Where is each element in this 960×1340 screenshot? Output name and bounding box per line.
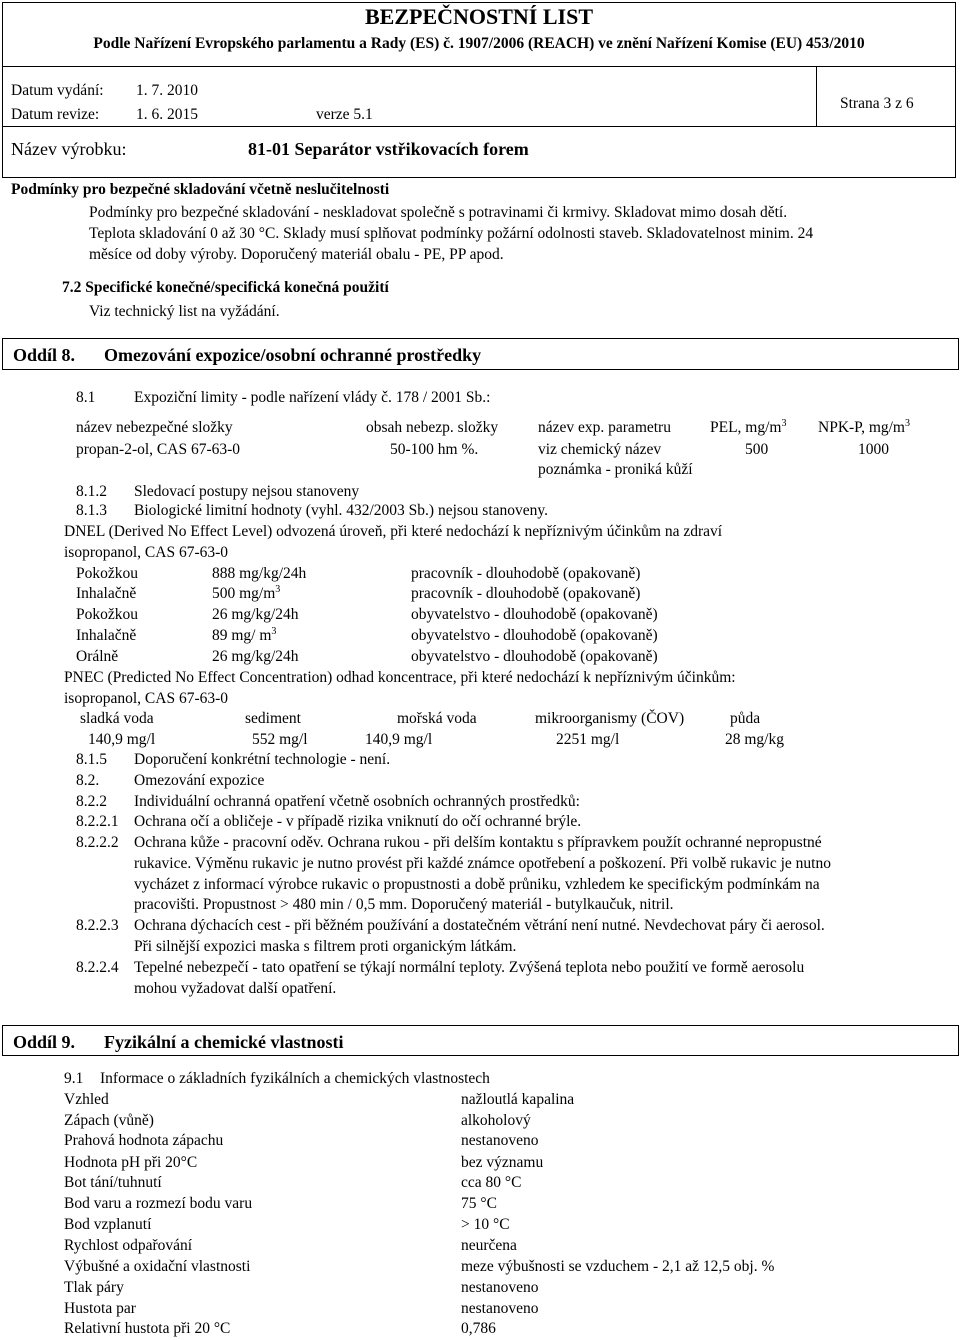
limits-header-npk: NPK-P, $mg/m^3$	[818, 418, 910, 436]
subsection-number: 8.1	[76, 389, 96, 406]
dnel-route: Inhalačně	[76, 585, 137, 602]
storage-line: měsíce od doby výroby. Doporučený materiál obalu - PE, PP apod.	[89, 246, 504, 263]
property-value: nestanoveno	[461, 1300, 539, 1317]
storage-line: Podmínky pro bezpečné skladování - neskladovat společně s potravinami či krmivy. Skladovat mimo dosah dětí.	[89, 204, 788, 221]
item-text: Omezování expozice	[134, 772, 265, 789]
property-name: Bod vzplanutí	[64, 1216, 152, 1233]
product-name: 81-01 Separátor vstřikovacích forem	[248, 139, 529, 159]
exposure-limits-heading: Expoziční limity - podle nařízení vlády č. 178 / 2001 Sb.:	[134, 389, 491, 406]
document-title: BEZPEČNOSTNÍ LIST	[364, 4, 594, 29]
property-value: neurčena	[461, 1237, 517, 1254]
property-value: nestanoveno	[461, 1279, 539, 1296]
dnel-target: obyvatelstvo - dlouhodobě (opakovaně)	[411, 627, 658, 644]
property-name: Rychlost odpařování	[64, 1237, 193, 1254]
limits-cell: 50-100 hm %.	[390, 441, 479, 458]
dnel-value: 888 mg/kg/24h	[212, 565, 307, 582]
pnec-header: půda	[730, 710, 761, 727]
item-number: 8.1.5	[76, 751, 107, 768]
property-name: Bod varu a rozmezí bodu varu	[64, 1195, 253, 1212]
header-divider	[2, 66, 956, 67]
item-number: 8.2.2.1	[76, 813, 119, 830]
property-name: Výbušné a oxidační vlastnosti	[64, 1258, 251, 1275]
pnec-value: 140,9 mg/l	[88, 731, 156, 748]
subsection-number: 9.1	[64, 1070, 84, 1087]
dnel-substance: isopropanol, CAS 67-63-0	[64, 544, 229, 561]
storage-heading: Podmínky pro bezpečné skladování včetně neslučitelnosti	[11, 181, 390, 198]
page-divider	[816, 66, 817, 126]
property-name: Relativní hustota při 20 °C	[64, 1320, 231, 1337]
dnel-route: Pokožkou	[76, 565, 138, 582]
pnec-value: 28 mg/kg	[725, 731, 784, 748]
limits-cell: viz chemický název	[538, 441, 662, 458]
item-text: Individuální ochranná opatření včetně osobních ochranných prostředků:	[134, 793, 580, 810]
issue-date: 1. 7. 2010	[136, 82, 198, 99]
property-value: 75 °C	[461, 1195, 497, 1212]
property-value: meze výbušnosti se vzduchem - 2,1 až 12,5 obj. %	[461, 1258, 775, 1275]
limits-note: poznámka - proniká kůží	[538, 461, 693, 478]
item-text: Doporučení konkrétní technologie - není.	[134, 751, 391, 768]
property-value: nažloutlá kapalina	[461, 1091, 575, 1108]
pnec-substance: isopropanol, CAS 67-63-0	[64, 690, 229, 707]
property-value: bez významu	[461, 1154, 544, 1171]
product-label: Název výrobku:	[11, 139, 127, 159]
dnel-route: Pokožkou	[76, 606, 138, 623]
subsection-number: 8.1.2	[76, 483, 107, 500]
limits-header: název exp. parametru	[538, 419, 671, 436]
item-text: Ochrana očí a obličeje - v případě rizika vniknutí do očí ochranné brýle.	[134, 813, 582, 830]
storage-line: Teplota skladování 0 až 30 °C. Sklady musí splňovat podmínky požární odolnosti staveb. Skladovatelnost minim. 24	[89, 225, 814, 242]
property-value: 0,786	[461, 1320, 496, 1337]
pnec-header: sladká voda	[80, 710, 154, 727]
specific-use-text: Viz technický list na vyžádání.	[89, 303, 280, 320]
item-number: 8.2.2	[76, 793, 107, 810]
section9-title: Fyzikální a chemické vlastnosti	[104, 1032, 344, 1052]
section9-number: Oddíl 9.	[13, 1032, 76, 1052]
dnel-value: 26 mg/kg/24h	[212, 606, 299, 623]
regulation-subtitle: Podle Nařízení Evropského parlamentu a Rady (ES) č. 1907/2006 (REACH) ve znění Nařízení Komise (EU) 453/2010	[93, 35, 865, 52]
limits-cell: 1000	[858, 441, 889, 458]
item-text: Při silnější expozici maska s filtrem proti organickým látkám.	[134, 938, 517, 955]
pnec-header: mořská voda	[397, 710, 477, 727]
property-value: cca 80 °C	[461, 1174, 522, 1191]
pnec-header: sediment	[245, 710, 301, 727]
properties-heading: Informace o základních fyzikálních a chemických vlastnostech	[100, 1070, 490, 1087]
page-number: Strana 3 z 6	[840, 95, 914, 112]
dnel-value: 26 mg/kg/24h	[212, 648, 299, 665]
revision-date-label: Datum revize:	[11, 106, 100, 123]
property-name: Hustota par	[64, 1300, 136, 1317]
item-text: Tepelné nebezpečí - tato opatření se týkají normální teploty. Zvýšená teplota nebo použití ve formě aerosolu	[134, 959, 805, 976]
dnel-target: obyvatelstvo - dlouhodobě (opakovaně)	[411, 648, 658, 665]
pnec-header: mikroorganismy (ČOV)	[535, 710, 685, 727]
property-name: Zápach (vůně)	[64, 1112, 154, 1129]
dnel-value: 89 mg/ $m^3$	[212, 626, 277, 644]
limits-cell: 500	[745, 441, 769, 458]
item-number: 8.2.2.3	[76, 917, 119, 934]
property-name: Bot tání/tuhnutí	[64, 1174, 162, 1191]
property-value: nestanoveno	[461, 1132, 539, 1149]
section8-title: Omezování expozice/osobní ochranné prostředky	[104, 345, 482, 365]
header-divider	[2, 126, 956, 127]
item-text: vycházet z informací výrobce rukavic o propustnosti a době průniku, vzhledem ke specifickým podmínkám na	[134, 876, 820, 893]
limits-header: název nebezpečné složky	[76, 419, 233, 436]
dnel-target: pracovník - dlouhodobě (opakovaně)	[411, 565, 641, 582]
item-number: 8.2.	[76, 772, 100, 789]
pnec-value: 552 mg/l	[252, 731, 308, 748]
dnel-target: obyvatelstvo - dlouhodobě (opakovaně)	[411, 606, 658, 623]
issue-date-label: Datum vydání:	[11, 82, 104, 99]
limits-header: obsah nebezp. složky	[366, 419, 499, 436]
item-number: 8.2.2.2	[76, 834, 119, 851]
pnec-value: 2251 mg/l	[556, 731, 620, 748]
section8-number: Oddíl 8.	[13, 345, 76, 365]
biological-limits-text: Biologické limitní hodnoty (vyhl. 432/2003 Sb.) nejsou stanoveny.	[134, 502, 549, 519]
property-value: > 10 °C	[461, 1216, 510, 1233]
item-text: pracovišti. Propustnost > 480 min / 0,5 mm. Doporučený materiál - butylkaučuk, nitril.	[134, 896, 674, 913]
dnel-route: Orálně	[76, 648, 119, 665]
dnel-target: pracovník - dlouhodobě (opakovaně)	[411, 585, 641, 602]
pnec-value: 140,9 mg/l	[365, 731, 433, 748]
property-name: Tlak páry	[64, 1279, 124, 1296]
limits-header-pel: PEL, $mg/m^3$	[710, 418, 787, 436]
item-text: mohou vyžadovat další opatření.	[134, 980, 337, 997]
limits-cell: propan-2-ol, CAS 67-63-0	[76, 441, 241, 458]
monitoring-text: Sledovací postupy nejsou stanoveny	[134, 483, 360, 500]
dnel-route: Inhalačně	[76, 627, 137, 644]
subsection-number: 8.1.3	[76, 502, 107, 519]
version: verze 5.1	[316, 106, 373, 123]
pnec-intro: PNEC (Predicted No Effect Concentration) odhad koncentrace, při které nedochází k nepříznivým účinkům:	[64, 669, 736, 686]
property-value: alkoholový	[461, 1112, 531, 1129]
revision-date: 1. 6. 2015	[136, 106, 198, 123]
item-text: rukavice. Výměnu rukavic je nutno provést při každé známce opotřebení a poškození. Při volbě rukavic je nutno	[134, 855, 831, 872]
dnel-value: 500 $mg/m^3$	[212, 584, 281, 602]
item-text: Ochrana dýchacích cest - při běžném používání a dostatečném větrání není nutné. Nevdechovat páry či aerosol.	[134, 917, 825, 934]
item-text: Ochrana kůže - pracovní oděv. Ochrana rukou - při delším kontaktu s přípravkem použít ochranné nepropustné	[134, 834, 822, 851]
property-name: Vzhled	[64, 1091, 109, 1108]
dnel-intro: DNEL (Derived No Effect Level) odvozená úroveň, při které nedochází k nepříznivým účinkům na zdraví	[64, 523, 723, 540]
property-name: Prahová hodnota zápachu	[64, 1132, 224, 1149]
property-name: Hodnota pH při 20°C	[64, 1154, 198, 1171]
specific-use-heading: 7.2 Specifické konečné/specifická konečná použití	[62, 279, 389, 296]
item-number: 8.2.2.4	[76, 959, 119, 976]
